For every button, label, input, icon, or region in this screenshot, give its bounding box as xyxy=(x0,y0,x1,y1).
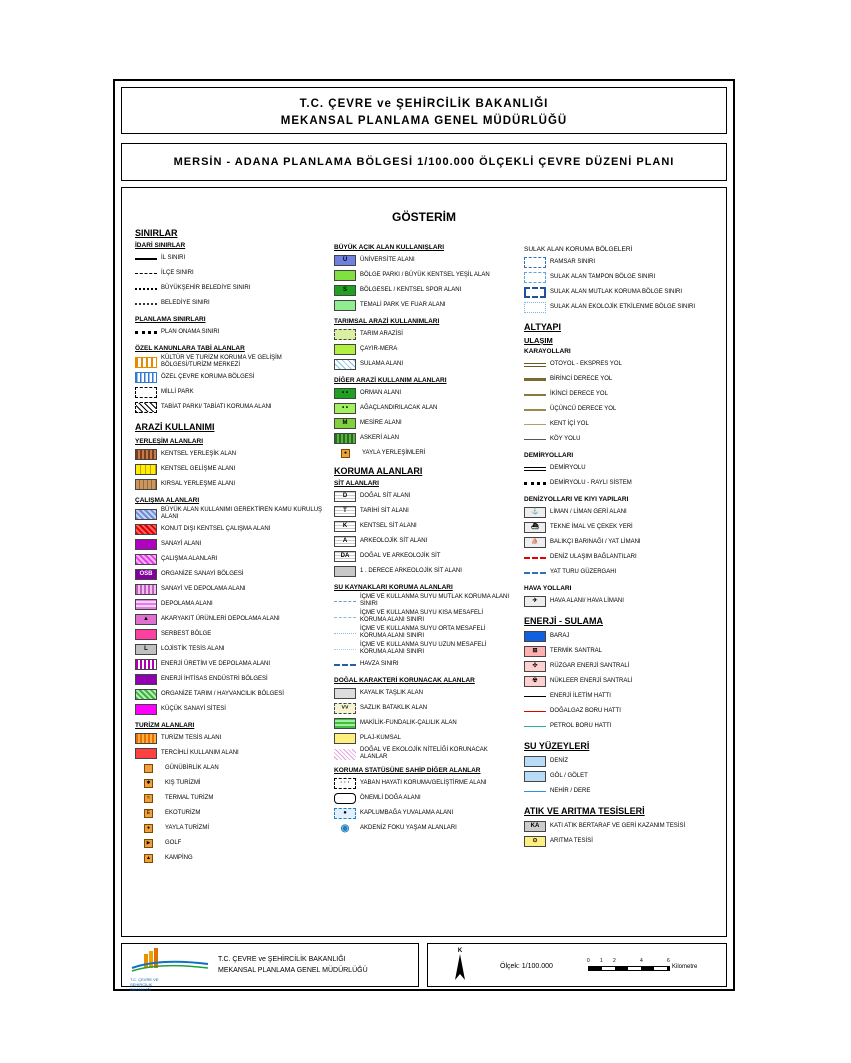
heading-atik: ATIK VE ARITMA TESİSLERİ xyxy=(524,806,645,816)
heading-ulasim: ULAŞIM xyxy=(524,336,553,345)
legend-makilik: MAKİLİK-FUNDALIK-ÇALILIK ALAN xyxy=(334,717,524,730)
legend-ekoturizm: E EKOTURİZM xyxy=(135,807,325,820)
legend-havaalani: ✈ HAVA ALANI/ HAVA LİMANI xyxy=(524,595,719,608)
legend-ucuncu: ÜÇÜNCÜ DERECE YOL xyxy=(524,403,719,416)
legend-calisma-6: DEPOLAMA ALANI xyxy=(135,598,325,611)
heading-sulak: SULAK ALAN KORUMA BÖLGELERİ xyxy=(524,246,633,253)
legend-rayli: DEMİRYOLU - RAYLI SİSTEM xyxy=(524,477,719,490)
heading-sit: SİT ALANLARI xyxy=(334,480,379,487)
heading-hava: HAVA YOLLARI xyxy=(524,585,572,592)
heading-su: SU KAYNAKLARI KORUMA ALANLARI xyxy=(334,584,453,591)
legend-yayla-turizm: ● YAYLA TURİZMİ xyxy=(135,822,325,835)
legend-liman: ⚓ LİMAN / LİMAN GERİ ALANI xyxy=(524,506,719,519)
legend-yayla-yerlesim: ● YAYLA YERLEŞİMLERİ xyxy=(334,447,524,460)
legend-col-1 xyxy=(135,228,325,867)
legend-su-2: İÇME VE KULLANMA SUYU ORTA MESAFELİ KORUMA ALANI SINIRI xyxy=(334,626,524,640)
legend-gunubirlik: GÜNÜBİRLİK ALAN xyxy=(135,762,325,775)
heading-ozel: ÖZEL KANUNLARA TABİ ALANLAR xyxy=(135,345,245,352)
legend-su-0: İÇME VE KULLANMA SUYU MUTLAK KORUMA ALANI SINIRI xyxy=(334,594,524,608)
legend-su-1: İÇME VE KULLANMA SUYU KISA MESAFELİ KORUMA ALANI SINIRI xyxy=(334,610,524,624)
legend-bsb: BÜYÜKŞEHİR BELEDİYE SINIRI xyxy=(135,282,325,295)
legend-belediye: BELEDİYE SINIRI xyxy=(135,297,325,310)
legend-birinci: BİRİNCİ DERECE YOL xyxy=(524,373,719,386)
legend-deniz-ulasim: DENİZ ULAŞIM BAĞLANTILARI xyxy=(524,551,719,564)
legend-mesire: M MESİRE ALANI xyxy=(334,417,524,430)
heading-calisma: ÇALIŞMA ALANLARI xyxy=(135,497,200,504)
sheet-frame xyxy=(113,79,735,991)
legend-ruzgar: ✣ RÜZGAR ENERJİ SANTRALİ xyxy=(524,660,719,673)
legend-dogalgaz: DOĞALGAZ BORU HATTI xyxy=(524,705,719,718)
legend-plan-onama: PLAN ONAMA SINIRI xyxy=(135,326,325,339)
legend-sulak-mutlak: SULAK ALAN MUTLAK KORUMA BÖLGE SINIRI xyxy=(524,286,719,299)
legend-calisma-2: SANAYİ ALANI xyxy=(135,538,325,551)
legend-milli-park: MİLLİ PARK xyxy=(135,386,325,399)
heading-suy: SU YÜZEYLERİ xyxy=(524,741,590,751)
legend-sit-1: T TARİHİ SİT ALANI xyxy=(334,505,524,518)
legend-calisma-8: SERBEST BÖLGE xyxy=(135,628,325,641)
legend-calisma-0: BÜYÜK ALAN KULLANIMI GEREKTİREN KAMU KURULUŞ ALANI xyxy=(135,507,325,521)
legend-nukleer: ☢ NÜKLEER ENERJİ SANTRALİ xyxy=(524,675,719,688)
legend-calisma-10: ENERJİ ÜRETİM VE DEPOLAMA ALANI xyxy=(135,658,325,671)
legend-kentsel-yerlesik: KENTSEL YERLEŞİK ALAN xyxy=(135,448,325,461)
north-arrow-icon xyxy=(454,954,466,980)
legend-onemli-doga: ÖNEMLİ DOĞA ALANI xyxy=(334,792,524,805)
heading-yerlesim: YERLEŞİM ALANLARI xyxy=(135,438,204,445)
legend-su-4: HAVZA SINIRI xyxy=(334,658,524,671)
legend-aritma: ⊙ ARITMA TESİSİ xyxy=(524,835,719,848)
legend-col-2 xyxy=(334,244,524,837)
legend-fok: ◉ AKDENİZ FOKU YAŞAM ALANLARI xyxy=(340,823,457,834)
legend-sulak-ekolojik: SULAK ALAN EKOLOJİK ETKİLENME BÖLGE SINIRI xyxy=(524,301,719,314)
legend-ekolojik: DOĞAL VE EKOLOJİK NİTELİĞİ KORUNACAK ALANLAR xyxy=(334,747,524,761)
legend-ikinci: İKİNCİ DERECE YOL xyxy=(524,388,719,401)
plan-title-box xyxy=(121,143,727,181)
legend-sit-4: DA DOĞAL VE ARKEOLOJİK SİT xyxy=(334,550,524,563)
heading-deniz: DENİZYOLLARI VE KIYI YAPILARI xyxy=(524,496,629,503)
logo-graphic xyxy=(130,948,210,972)
heading-buyuk: BÜYÜK AÇIK ALAN KULLANIŞLARI xyxy=(334,244,445,251)
legend-plaj: PLAJ-KUMSAL xyxy=(334,732,524,745)
scale-unit: Kilometre xyxy=(672,964,698,970)
legend-ramsar: RAMSAR SINIRI xyxy=(524,256,719,269)
legend-gol: GÖL / GÖLET xyxy=(524,770,719,783)
scale-bar xyxy=(587,958,698,978)
legend-sulama: SULAMA ALANI xyxy=(334,358,524,371)
heading-idari: İDARİ SINIRLAR xyxy=(135,242,186,249)
legend-sit-2: K KENTSEL SİT ALANI xyxy=(334,520,524,533)
legend-petrol: PETROL BORU HATTI xyxy=(524,720,719,733)
legend-temali: TEMALİ PARK VE FUAR ALANI xyxy=(334,299,524,312)
legend-sazlik: ˅˅ SAZLIK BATAKLIK ALAN xyxy=(334,702,524,715)
legend-golf: ▶ GOLF xyxy=(135,837,325,850)
legend-tabiat: TABİAT PARKI/ TABİATI KORUMA ALANI xyxy=(135,401,325,414)
heading-turizm: TURİZM ALANLARI xyxy=(135,722,195,729)
north-arrow xyxy=(454,948,466,984)
legend-tekne: ⛴ TEKNE İMAL VE ÇEKEK YERİ xyxy=(524,521,719,534)
legend-calisma-7: ▲ AKARYAKIT ÜRÜNLERİ DEPOLAMA ALANI xyxy=(135,613,325,626)
legend-ilce: İLÇE SINIRI xyxy=(135,267,325,280)
legend-koy: KÖY YOLU xyxy=(524,433,719,446)
legend-kayalik: KAYALIK TAŞLIK ALAN xyxy=(334,687,524,700)
heading-koruma: KORUMA ALANLARI xyxy=(334,466,423,476)
tick-1: 1 xyxy=(600,958,603,964)
heading-sinirlar: SINIRLAR xyxy=(135,228,178,238)
footer-ministry-2: MEKANSAL PLANLAMA GENEL MÜDÜRLÜĞÜ xyxy=(218,967,368,974)
legend-iletim: ENERJİ İLETİM HATTI xyxy=(524,690,719,703)
legend-universite: Ü ÜNİVERSİTE ALANI xyxy=(334,254,524,267)
heading-statu: KORUMA STATÜSÜNE SAHİP DİĞER ALANLAR xyxy=(334,767,481,774)
legend-demiryolu: DEMİRYOLU xyxy=(524,462,719,475)
legend-kirsal: KIRSAL YERLEŞME ALANI xyxy=(135,478,325,491)
legend-kamping: ▲ KAMPİNG xyxy=(135,852,325,865)
legend-kis: ✱ KIŞ TURİZMİ xyxy=(135,777,325,790)
legend-balikci: ⛵ BALIKÇI BARINAĞI / YAT LİMANI xyxy=(524,536,719,549)
legend-kati-atik: KA KATI ATIK BERTARAF VE GERİ KAZANIM TESİSİ xyxy=(524,820,719,833)
heading-planlama: PLANLAMA SINIRLARI xyxy=(135,316,206,323)
legend-termik: ⊞ TERMİK SANTRAL xyxy=(524,645,719,658)
plan-title: MERSİN - ADANA PLANLAMA BÖLGESİ 1/100.000 ÖLÇEKLİ ÇEVRE DÜZENİ PLANI xyxy=(173,156,675,168)
legend-ozel-cevre: ÖZEL ÇEVRE KORUMA BÖLGESİ xyxy=(135,371,325,384)
heading-demir: DEMİRYOLLARI xyxy=(524,452,574,459)
legend-kentsel-gelisme: KENTSEL GELİŞME ALANI xyxy=(135,463,325,476)
logo-text: T.C. ÇEVRE VE ŞEHİRCİLİK BAKANLIĞI xyxy=(130,977,159,992)
legend-orman: • • ORMAN ALANI xyxy=(334,387,524,400)
legend-il: İL SINIRI xyxy=(135,252,325,265)
legend-sit-5: 1 . DERECE ARKEOLOJİK SİT ALANI xyxy=(334,565,524,578)
legend-deniz-yuzey: DENİZ xyxy=(524,755,719,768)
legend-calisma-11: ENERJİ İHTİSAS ENDÜSTRİ BÖLGESİ xyxy=(135,673,325,686)
legend-calisma-5: SANAYİ VE DEPOLAMA ALANI xyxy=(135,583,325,596)
legend-askeri: ASKERİ ALAN xyxy=(334,432,524,445)
legend-spor: S BÖLGESEL / KENTSEL SPOR ALANI xyxy=(334,284,524,297)
header-line2: MEKANSAL PLANLAMA GENEL MÜDÜRLÜĞÜ xyxy=(280,115,568,127)
legend-su-3: İÇME VE KULLANMA SUYU UZUN MESAFELİ KORUMA ALANI SINIRI xyxy=(334,642,524,656)
ministry-logo xyxy=(130,948,210,992)
heading-arazi: ARAZİ KULLANIMI xyxy=(135,422,215,432)
header-line1: T.C. ÇEVRE ve ŞEHİRCİLİK BAKANLIĞI xyxy=(299,98,549,110)
heading-tarim: TARIMSAL ARAZİ KULLANIMLARI xyxy=(334,318,440,325)
heading-enerji: ENERJİ - SULAMA xyxy=(524,616,604,626)
legend-agaclandirma: • • AĞAÇLANDIRILACAK ALAN xyxy=(334,402,524,415)
legend-yat-turu: YAT TURU GÜZERGAHI xyxy=(524,566,719,579)
legend-kentici: KENT İÇİ YOL xyxy=(524,418,719,431)
footer-left-box xyxy=(121,943,419,992)
heading-diger: DİĞER ARAZİ KULLANIM ALANLARI xyxy=(334,377,447,384)
legend-calisma-3: ÇALIŞMA ALANLARI xyxy=(135,553,325,566)
legend-kaplumbaga: ● KAPLUMBAĞA YUVALAMA ALANI xyxy=(334,807,524,820)
legend-tercihli: TERCİHLİ KULLANIM ALANI xyxy=(135,747,325,760)
legend-otoyol: OTOYOL - EKSPRES YOL xyxy=(524,358,719,371)
legend-kultur: KÜLTÜR VE TURİZM KORUMA VE GELİŞİM BÖLGESİ/TURİZM MERKEZİ xyxy=(135,355,325,369)
legend-title: GÖSTERİM xyxy=(391,210,456,224)
heading-karayol: KARAYOLLARI xyxy=(524,348,571,355)
legend-baraj: BARAJ xyxy=(524,630,719,643)
north-label: K xyxy=(457,948,463,954)
legend-sulak-tampon: SULAK ALAN TAMPON BÖLGE SINIRI xyxy=(524,271,719,284)
legend-calisma-12: ORGANİZE TARIM / HAYVANCILIK BÖLGESİ xyxy=(135,688,325,701)
legend-sit-3: A ARKEOLOJİK SİT ALANI xyxy=(334,535,524,548)
legend-calisma-9: L LOJİSTİK TESİS ALANI xyxy=(135,643,325,656)
scale-text: Ölçek: 1/100.000 xyxy=(500,963,553,970)
header-box xyxy=(121,87,727,134)
heading-dogal: DOĞAL KARAKTERİ KORUNACAK ALANLAR xyxy=(334,677,475,684)
heading-altyapi: ALTYAPI xyxy=(524,322,562,332)
legend-box xyxy=(121,187,727,937)
tick-2: 2 xyxy=(613,958,616,964)
tick-6: 6 xyxy=(667,958,670,964)
legend-sit-0: D DOĞAL SİT ALANI xyxy=(334,490,524,503)
legend-bolge-parki: BÖLGE PARKI / BÜYÜK KENTSEL YEŞİL ALAN xyxy=(334,269,524,282)
legend-cayir: ÇAYIR-MERA xyxy=(334,343,524,356)
legend-tarim: TARIM ARAZİSİ xyxy=(334,328,524,341)
legend-termal: ≈ TERMAL TURİZM xyxy=(135,792,325,805)
footer-ministry-1: T.C. ÇEVRE ve ŞEHİRCİLİK BAKANLIĞI xyxy=(218,956,346,963)
tick-4: 4 xyxy=(640,958,643,964)
tick-0: 0 xyxy=(587,958,590,964)
legend-calisma-1: KONUT DIŞI KENTSEL ÇALIŞMA ALANI xyxy=(135,523,325,536)
legend-turizm-tesis: TURİZM TESİS ALANI xyxy=(135,732,325,745)
legend-nehir: NEHİR / DERE xyxy=(524,785,719,798)
legend-calisma-13: KÜÇÜK SANAYİ SİTESİ xyxy=(135,703,325,716)
footer-right-box xyxy=(427,943,727,987)
legend-col-3 xyxy=(524,246,719,850)
legend-yaban: · · · YABAN HAYATI KORUMA/GELİŞTİRME ALANI xyxy=(334,777,524,790)
legend-calisma-4: OSB ORGANİZE SANAYİ BÖLGESİ xyxy=(135,568,325,581)
